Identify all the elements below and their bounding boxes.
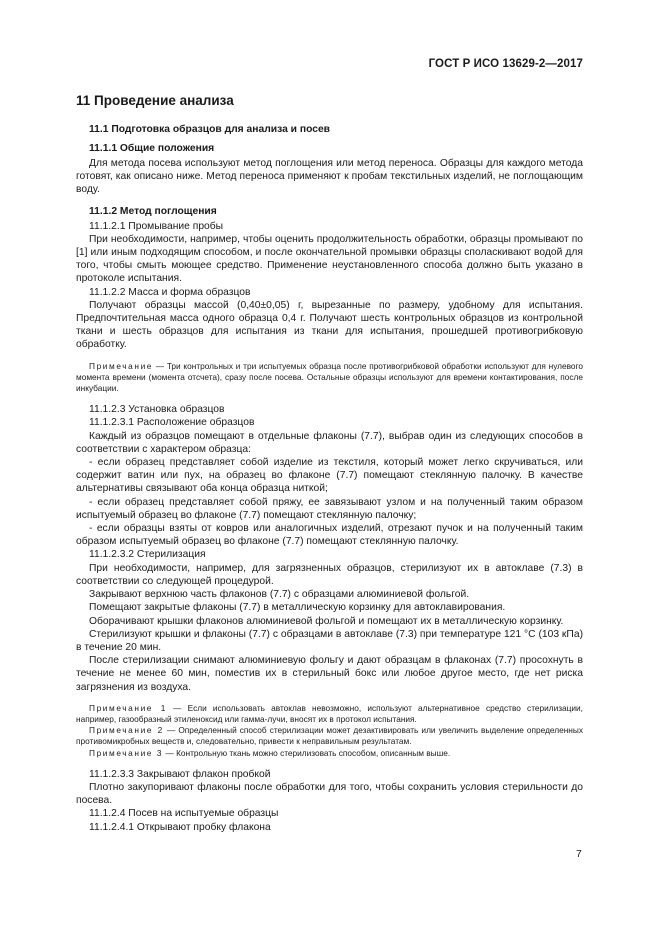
subsection-title-11-1: 11.1 Подготовка образцов для анализа и посев bbox=[89, 124, 331, 135]
section-title: 11 Проведение анализа bbox=[76, 93, 234, 108]
clause-title-11-1-2-1: 11.1.2.1 Промывание пробы bbox=[89, 220, 224, 232]
clause-title-11-1-2-4: 11.1.2.4 Посев на испытуемые образцы bbox=[89, 808, 279, 820]
paragraph-sterilization-6: После стерилизации снимают алюминиевую фольгу и дают образцам в флаконах (7.7) просохнуть в течение не менее 60 мин, поместив их в стерильный бокс или любое другое место, где нет риска загрязнения из воздуха. bbox=[76, 655, 583, 693]
paragraph-placement: Каждый из образцов помещают в отдельные флаконы (7.7), выбрав один из следующих способов в соответствии с характером образца: bbox=[76, 430, 583, 455]
note-text: — Три контрольных и три испытуемых образца после противогрибковой обработки используют для нулевого момента времени (момента отсчета), сразу после посева. Остальные образцы используют для времени контактирования, после инкубации. bbox=[76, 360, 583, 394]
note-label: Примечание 1 bbox=[89, 702, 168, 713]
paragraph-sterilization-2: Закрывают верхнюю часть флаконов (7.7) с образцами алюминиевой фольгой. bbox=[89, 589, 470, 601]
clause-title-11-1-2-4-1: 11.1.2.4.1 Открывают пробку флакона bbox=[89, 821, 271, 833]
paragraph-sterilization-5: Стерилизуют крышки и флаконы (7.7) с образцами в автоклаве (7.3) при температуре 121 °С (103 кПа) в течение 20 мин. bbox=[76, 628, 583, 653]
note-label: Примечание 3 bbox=[89, 747, 164, 758]
list-item-yarn: - если образец представляет собой пряжу, ее завязывают узлом и на полученный таким образом испытуемый образец во флаконе (7.7) помещают стеклянную палочку; bbox=[76, 496, 583, 521]
clause-title-11-1-2-3-1: 11.1.2.3.1 Расположение образцов bbox=[89, 417, 255, 429]
standard-header: ГОСТ Р ИСО 13629-2—2017 bbox=[428, 58, 583, 70]
note-2 bbox=[76, 725, 583, 747]
document-body bbox=[76, 93, 583, 834]
subsection-title-11-1-1: 11.1.1 Общие положения bbox=[89, 143, 215, 154]
paragraph-sterilization-4: Оборачивают крышки флаконов алюминиевой фольгой и помещают их в металлическую корзинку. bbox=[89, 615, 564, 627]
clause-title-11-1-2-2: 11.1.2.2 Масса и форма образцов bbox=[89, 286, 251, 298]
note-label: Примечание bbox=[89, 360, 154, 371]
list-item-textile: - если образец представляет собой изделие из текстиля, который может легко скручиваться, или содержит ватин или пух, на образец во флаконе (7.7) помещают стеклянную палочку. В качестве альтернативы связывают оба конца образца ниткой; bbox=[76, 457, 583, 495]
paragraph-washing: При необходимости, например, чтобы оценить продолжительность обработки, образцы промывают по [1] или иным подходящим способом, и после окончательной промывки образцы споласкивают водой для того, чтобы смыть моющее средство. Применение неустановленного способа должно быть указано в протоколе испытания. bbox=[76, 233, 583, 285]
paragraph-closing: Плотно закупоривают флаконы после обработки для того, чтобы сохранить условия стерильности до посева. bbox=[76, 781, 583, 807]
clause-title-11-1-2-3-3: 11.1.2.3.3 Закрывают флакон пробкой bbox=[89, 768, 271, 780]
list-item-carpet: - если образцы взяты от ковров или аналогичных изделий, отрезают пучок и на полученный таким образом испытуемый образец во флаконе (7.7) помещают стеклянную палочку. bbox=[76, 523, 583, 548]
note-3 bbox=[76, 748, 583, 759]
note-text: — Если использовать автоклав невозможно, используют альтернативное средство стерилизации, например, газообразный этиленоксид или гамма-лучи, вносят их в протокол испытания. bbox=[76, 702, 583, 724]
note-control-samples bbox=[76, 361, 583, 395]
note-text: — Определенный способ стерилизации может дезактивировать или увеличить выделение определенных противомикробных веществ и, следовательно, привести к неправильным результатам. bbox=[76, 725, 583, 747]
page-number: 7 bbox=[576, 848, 582, 860]
paragraph-sterilization-1: При необходимости, например, для загрязненных образцов, стерилизуют их в автоклаве (7.3) в соответствии со следующей процедурой. bbox=[76, 562, 583, 587]
clause-title-11-1-2-3: 11.1.2.3 Установка образцов bbox=[89, 404, 225, 416]
note-text: — Контрольную ткань можно стерилизовать способом, описанным выше. bbox=[163, 747, 451, 758]
paragraph-mass: Получают образцы массой (0,40±0,05) г, вырезанные по размеру, удобному для испытания. Предпочтительная масса одного образца 0,4 г. Получают шесть контрольных образцов из контрольной ткани и шесть образцов для испытания из ткани для испытания, прошедшей противогрибковую обработку. bbox=[76, 299, 583, 351]
subsection-title-11-1-2: 11.1.2 Метод поглощения bbox=[89, 205, 217, 217]
clause-title-11-1-2-3-2: 11.1.2.3.2 Стерилизация bbox=[89, 549, 206, 561]
paragraph-general: Для метода посева используют метод поглощения или метод переноса. Образцы для каждого метода готовят, как описано ниже. Метод переноса применяют к пробам текстильных изделий, не поглощающим воду. bbox=[76, 158, 583, 196]
paragraph-sterilization-3: Помещают закрытые флаконы (7.7) в металлическую корзинку для автоклавирования. bbox=[89, 602, 506, 614]
note-label: Примечание 2 bbox=[89, 725, 164, 736]
note-1 bbox=[76, 703, 583, 725]
